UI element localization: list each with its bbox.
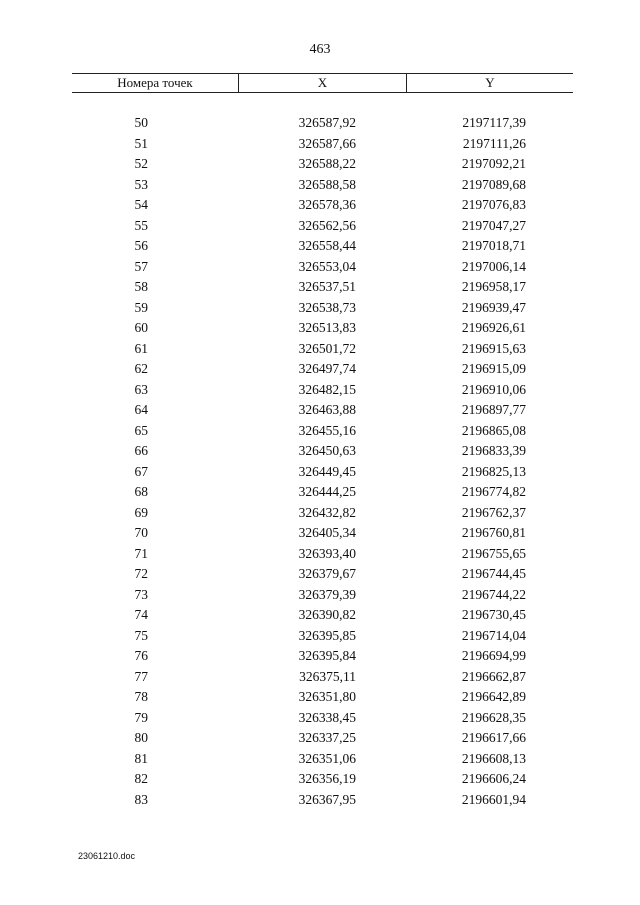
document-filename: 23061210.doc bbox=[78, 851, 136, 861]
point-number-cell: 59 bbox=[134, 299, 148, 315]
y-cell: 2196825,13 bbox=[461, 463, 526, 479]
point-number-cell: 55 bbox=[134, 217, 148, 233]
x-cell: 326482,15 bbox=[298, 381, 356, 397]
point-number-cell: 58 bbox=[134, 279, 148, 294]
table-row bbox=[72, 318, 573, 339]
x-cell: 326449,45 bbox=[298, 463, 356, 479]
point-number-cell: 71 bbox=[134, 545, 148, 561]
table-row bbox=[72, 605, 573, 626]
table-row bbox=[72, 298, 573, 319]
y-cell: 2196601,94 bbox=[461, 791, 526, 807]
point-number-cell: 57 bbox=[134, 258, 148, 274]
point-number-cell: 62 bbox=[134, 361, 148, 376]
table-row bbox=[72, 257, 573, 278]
y-cell: 2196694,99 bbox=[461, 648, 526, 663]
y-cell: 2196762,37 bbox=[461, 504, 526, 520]
x-cell: 326393,40 bbox=[298, 545, 356, 561]
point-number-cell: 74 bbox=[134, 607, 148, 622]
table-row bbox=[72, 236, 573, 257]
page-number: 463 bbox=[309, 42, 331, 57]
point-number-cell: 81 bbox=[134, 750, 148, 766]
table-row bbox=[72, 195, 573, 216]
y-cell: 2197117,39 bbox=[462, 115, 526, 130]
point-number-cell: 51 bbox=[134, 135, 148, 151]
point-number-cell: 70 bbox=[134, 525, 148, 540]
table-row bbox=[72, 790, 573, 811]
header-y: Y bbox=[485, 75, 495, 90]
point-number-cell: 76 bbox=[134, 648, 148, 663]
x-cell: 326538,73 bbox=[298, 299, 356, 315]
x-cell: 326337,25 bbox=[298, 730, 356, 745]
y-cell: 2196642,89 bbox=[461, 689, 526, 704]
point-number-cell: 75 bbox=[134, 627, 148, 643]
x-cell: 326351,80 bbox=[298, 689, 356, 704]
table-row bbox=[72, 359, 573, 380]
y-cell: 2196915,63 bbox=[461, 340, 526, 356]
header-point-numbers: Номера точек bbox=[72, 74, 239, 92]
table-row bbox=[72, 216, 573, 237]
y-cell: 2197111,26 bbox=[462, 135, 526, 151]
x-cell: 326450,63 bbox=[298, 443, 356, 458]
point-number-cell: 73 bbox=[134, 586, 148, 602]
point-number-cell: 61 bbox=[134, 340, 148, 356]
y-cell: 2196958,17 bbox=[461, 279, 526, 294]
table-row bbox=[72, 523, 573, 544]
y-cell: 2196865,08 bbox=[461, 422, 526, 438]
table-row bbox=[72, 441, 573, 462]
point-number-cell: 64 bbox=[134, 402, 148, 417]
x-cell: 326379,39 bbox=[298, 586, 356, 602]
x-cell: 326455,16 bbox=[298, 422, 356, 438]
y-cell: 2197018,71 bbox=[461, 238, 526, 253]
table-row bbox=[72, 154, 573, 175]
x-cell: 326537,51 bbox=[298, 279, 356, 294]
x-cell: 326588,22 bbox=[298, 156, 356, 171]
x-cell: 326395,85 bbox=[298, 627, 356, 643]
x-cell: 326444,25 bbox=[298, 484, 356, 499]
x-cell: 326463,88 bbox=[298, 402, 356, 417]
x-cell: 326351,06 bbox=[298, 750, 356, 766]
x-cell: 326513,83 bbox=[298, 320, 356, 335]
y-cell: 2196939,47 bbox=[461, 299, 526, 315]
table-row bbox=[72, 134, 573, 155]
y-cell: 2196606,24 bbox=[461, 771, 526, 786]
table-row bbox=[72, 646, 573, 667]
x-cell: 326497,74 bbox=[298, 361, 356, 376]
point-number-cell: 72 bbox=[134, 566, 148, 581]
table-row bbox=[72, 667, 573, 688]
table-row bbox=[72, 626, 573, 647]
y-cell: 2196833,39 bbox=[461, 443, 526, 458]
y-cell: 2196915,09 bbox=[461, 361, 526, 376]
header-x: X bbox=[239, 74, 407, 92]
point-number-cell: 56 bbox=[134, 238, 148, 253]
table-row bbox=[72, 564, 573, 585]
point-number-cell: 60 bbox=[134, 320, 148, 335]
table-row bbox=[72, 687, 573, 708]
table-row bbox=[72, 749, 573, 770]
point-number-cell: 80 bbox=[134, 730, 148, 745]
point-number-cell: 68 bbox=[134, 484, 148, 499]
point-number-cell: 66 bbox=[134, 443, 148, 458]
table-row bbox=[72, 400, 573, 421]
x-cell: 326558,44 bbox=[298, 238, 356, 253]
table-row bbox=[72, 113, 573, 134]
table-row bbox=[72, 769, 573, 790]
x-cell: 326588,58 bbox=[298, 176, 356, 192]
x-cell: 326587,92 bbox=[298, 115, 356, 130]
point-number-cell: 50 bbox=[134, 115, 148, 130]
table-row bbox=[72, 277, 573, 298]
y-cell: 2196897,77 bbox=[461, 402, 526, 417]
x-cell: 326587,66 bbox=[298, 135, 356, 151]
y-cell: 2197047,27 bbox=[461, 217, 526, 233]
point-number-cell: 83 bbox=[134, 791, 148, 807]
table-header bbox=[72, 73, 573, 93]
y-cell: 2197076,83 bbox=[461, 197, 526, 212]
y-cell: 2197006,14 bbox=[461, 258, 526, 274]
x-cell: 326395,84 bbox=[298, 648, 356, 663]
point-number-cell: 78 bbox=[134, 689, 148, 704]
x-cell: 326367,95 bbox=[298, 791, 356, 807]
point-number-cell: 65 bbox=[134, 422, 148, 438]
table-row bbox=[72, 482, 573, 503]
point-number-cell: 53 bbox=[134, 176, 148, 192]
x-cell: 326553,04 bbox=[298, 258, 356, 274]
y-cell: 2196628,35 bbox=[461, 709, 526, 725]
point-number-cell: 77 bbox=[134, 668, 148, 684]
y-cell: 2196760,81 bbox=[461, 525, 526, 540]
y-cell: 2197092,21 bbox=[461, 156, 526, 171]
table-row bbox=[72, 421, 573, 442]
y-cell: 2196617,66 bbox=[461, 730, 526, 745]
table-row bbox=[72, 462, 573, 483]
point-number-cell: 52 bbox=[134, 156, 148, 171]
y-cell: 2197089,68 bbox=[461, 176, 526, 192]
x-cell: 326501,72 bbox=[298, 340, 356, 356]
point-number-cell: 54 bbox=[134, 197, 148, 212]
y-cell: 2196744,45 bbox=[461, 566, 526, 581]
table-row bbox=[72, 708, 573, 729]
table-row bbox=[72, 728, 573, 749]
y-cell: 2196926,61 bbox=[461, 320, 526, 335]
y-cell: 2196744,22 bbox=[461, 586, 526, 602]
table-row bbox=[72, 339, 573, 360]
point-number-cell: 82 bbox=[134, 771, 148, 786]
table-row bbox=[72, 380, 573, 401]
y-cell: 2196730,45 bbox=[461, 607, 526, 622]
y-cell: 2196608,13 bbox=[461, 750, 526, 766]
x-cell: 326379,67 bbox=[298, 566, 356, 581]
x-cell: 326578,36 bbox=[298, 197, 356, 212]
point-number-cell: 67 bbox=[134, 463, 148, 479]
table-body bbox=[72, 113, 573, 810]
x-cell: 326356,19 bbox=[298, 771, 356, 786]
y-cell: 2196714,04 bbox=[461, 627, 526, 643]
point-number-cell: 63 bbox=[134, 381, 148, 397]
point-number-cell: 79 bbox=[134, 709, 148, 725]
table-row bbox=[72, 585, 573, 606]
table-row bbox=[72, 175, 573, 196]
coordinates-table bbox=[72, 73, 573, 810]
x-cell: 326432,82 bbox=[298, 504, 356, 520]
x-cell: 326390,82 bbox=[298, 607, 356, 622]
y-cell: 2196755,65 bbox=[461, 545, 526, 561]
x-cell: 326375,11 bbox=[299, 668, 356, 684]
table-row bbox=[72, 544, 573, 565]
x-cell: 326562,56 bbox=[298, 217, 356, 233]
y-cell: 2196910,06 bbox=[461, 381, 526, 397]
y-cell: 2196662,87 bbox=[461, 668, 526, 684]
y-cell: 2196774,82 bbox=[461, 484, 526, 499]
table-row bbox=[72, 503, 573, 524]
x-cell: 326338,45 bbox=[298, 709, 356, 725]
x-cell: 326405,34 bbox=[298, 525, 356, 540]
point-number-cell: 69 bbox=[134, 504, 148, 520]
